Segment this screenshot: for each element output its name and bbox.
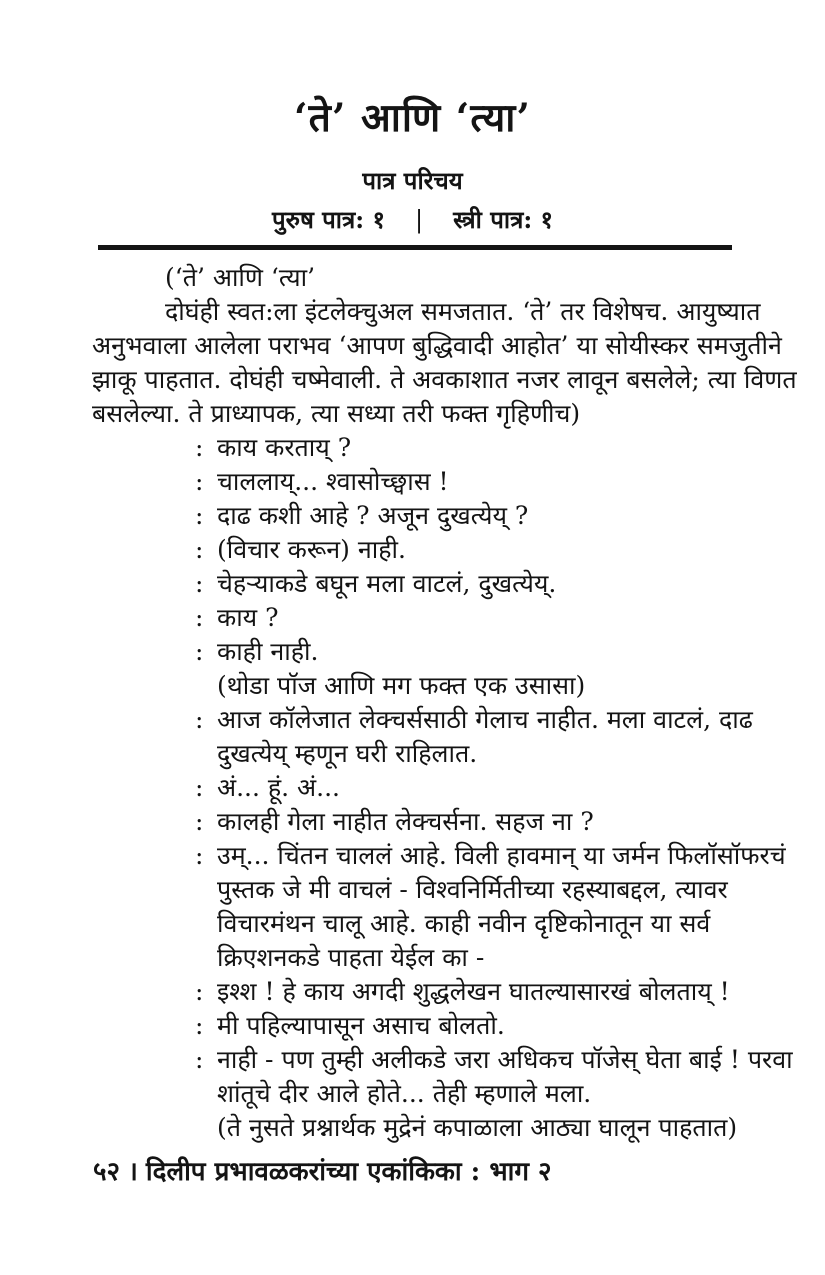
line-text: (ते नुसते प्रश्नार्थक मुद्रेनं कपाळाला आठ्या घालून पाहतात) — [217, 1113, 738, 1142]
line-text: उम्... चिंतन चाललं आहे. विली हावमान् या जर्मन फिलॉसॉफरचं — [217, 841, 786, 870]
line-text: चाललाय्... श्वासोच्छ्वास ! — [217, 467, 449, 496]
script-line — [92, 805, 740, 839]
page-title: ‘ते’ आणि ‘त्या’ — [294, 95, 531, 141]
script-line — [92, 397, 740, 431]
dialogue-colon: : — [195, 705, 204, 734]
page-number: ५२ — [93, 1157, 121, 1187]
script-line — [92, 533, 740, 567]
script-line — [92, 1009, 740, 1043]
dialogue-colon: : — [195, 569, 204, 598]
line-text: दुखत्येय् म्हणून घरी राहिलात. — [217, 739, 478, 768]
dialogue-colon: : — [195, 1011, 204, 1040]
line-text: बसलेल्या. ते प्राध्यापक, त्या सध्या तरी फक्त गृहिणीच) — [92, 399, 581, 428]
book-title: दिलीप प्रभावळकरांच्या एकांकिका : भाग २ — [145, 1157, 552, 1187]
line-text: अं... हूं. अं... — [217, 773, 340, 802]
script-line — [92, 839, 786, 873]
script-line — [92, 261, 740, 295]
dialogue-colon: : — [195, 841, 204, 870]
dialogue-colon: : — [195, 467, 204, 496]
script-line — [92, 601, 740, 635]
header-rule-divider — [98, 245, 732, 250]
footer-separator: । — [128, 1157, 138, 1187]
script-line — [92, 1077, 740, 1111]
line-text: आज कॉलेजात लेक्चर्ससाठी गेलाच नाहीत. मला वाटलं, दाढ — [217, 705, 753, 734]
page-subtitle: पात्र परिचय — [362, 166, 463, 195]
line-text: चेहऱ्याकडे बघून मला वाटलं, दुखत्येय्. — [217, 569, 557, 598]
dialogue-colon: : — [195, 501, 204, 530]
line-text: नाही - पण तुम्ही अलीकडे जरा अधिकच पॉजेस् घेता बाई ! परवा — [217, 1045, 793, 1074]
script-line — [92, 907, 740, 941]
line-text: काय करताय् ? — [217, 433, 352, 462]
dialogue-colon: : — [195, 603, 204, 632]
dialogue-colon: : — [195, 807, 204, 836]
line-text: क्रिएशनकडे पाहता येईल का - — [217, 943, 485, 972]
dialogue-colon: : — [195, 535, 204, 564]
dialogue-colon: : — [195, 773, 204, 802]
line-text: (विचार करून) नाही. — [217, 535, 406, 564]
script-line — [92, 635, 740, 669]
script-line — [92, 465, 740, 499]
script-line — [92, 567, 740, 601]
line-text: झाकू पाहतात. दोघंही चष्मेवाली. ते अवकाशात नजर लावून बसलेले; त्या विणत — [92, 365, 797, 394]
script-line — [92, 363, 797, 397]
script-line — [92, 1111, 740, 1145]
script-line — [92, 975, 740, 1009]
dialogue-colon: : — [195, 637, 204, 666]
dialogue-colon: : — [195, 977, 204, 1006]
dialogue-colon: : — [195, 1045, 204, 1074]
cast-line — [0, 205, 825, 235]
line-text: अनुभवाला आलेला पराभव ‘आपण बुद्धिवादी आहोत’ या सोयीस्कर समजुतीने — [92, 331, 782, 360]
line-text: इश्श ! हे काय अगदी शुद्धलेखन घातल्यासारखं बोलताय् ! — [217, 977, 730, 1006]
line-text: दोघंही स्वत:ला इंटलेक्चुअल समजतात. ‘ते’ तर विशेषच. आयुष्यात — [165, 297, 761, 326]
line-text: विचारमंथन चालू आहे. काही नवीन दृष्टिकोनातून या सर्व — [217, 909, 711, 938]
script-line — [92, 499, 740, 533]
line-text: दाढ कशी आहे ? अजून दुखत्येय् ? — [217, 501, 529, 530]
script-body — [92, 261, 797, 1145]
line-text: (थोडा पॉज आणि मग फक्त एक उसासा) — [217, 671, 586, 700]
page-header — [0, 94, 825, 235]
script-line — [92, 941, 740, 975]
dialogue-colon: : — [195, 433, 204, 462]
cast-male: पुरुष पात्र: १ — [271, 205, 385, 234]
script-line — [92, 431, 740, 465]
cast-female: स्त्री पात्र: १ — [453, 205, 554, 234]
line-text: पुस्तक जे मी वाचलं - विश्वनिर्मितीच्या रहस्याबद्दल, त्यावर — [217, 875, 728, 904]
line-text: शांतूचे दीर आले होते... तेही म्हणाले मला. — [217, 1079, 592, 1108]
script-line — [92, 771, 740, 805]
page-footer — [93, 1155, 552, 1189]
line-text: काय ? — [217, 603, 279, 632]
script-line — [92, 329, 782, 363]
script-line — [92, 873, 740, 907]
script-line — [92, 669, 740, 703]
line-text: कालही गेला नाहीत लेक्चर्सना. सहज ना ? — [217, 807, 594, 836]
line-text: काही नाही. — [217, 637, 319, 666]
script-line — [92, 295, 761, 329]
script-line — [92, 703, 753, 737]
script-line — [92, 1043, 793, 1077]
script-line — [92, 737, 740, 771]
line-text: (‘ते’ आणि ‘त्या’ — [165, 263, 316, 292]
cast-divider: | — [414, 206, 424, 234]
line-text: मी पहिल्यापासून असाच बोलतो. — [217, 1011, 505, 1040]
